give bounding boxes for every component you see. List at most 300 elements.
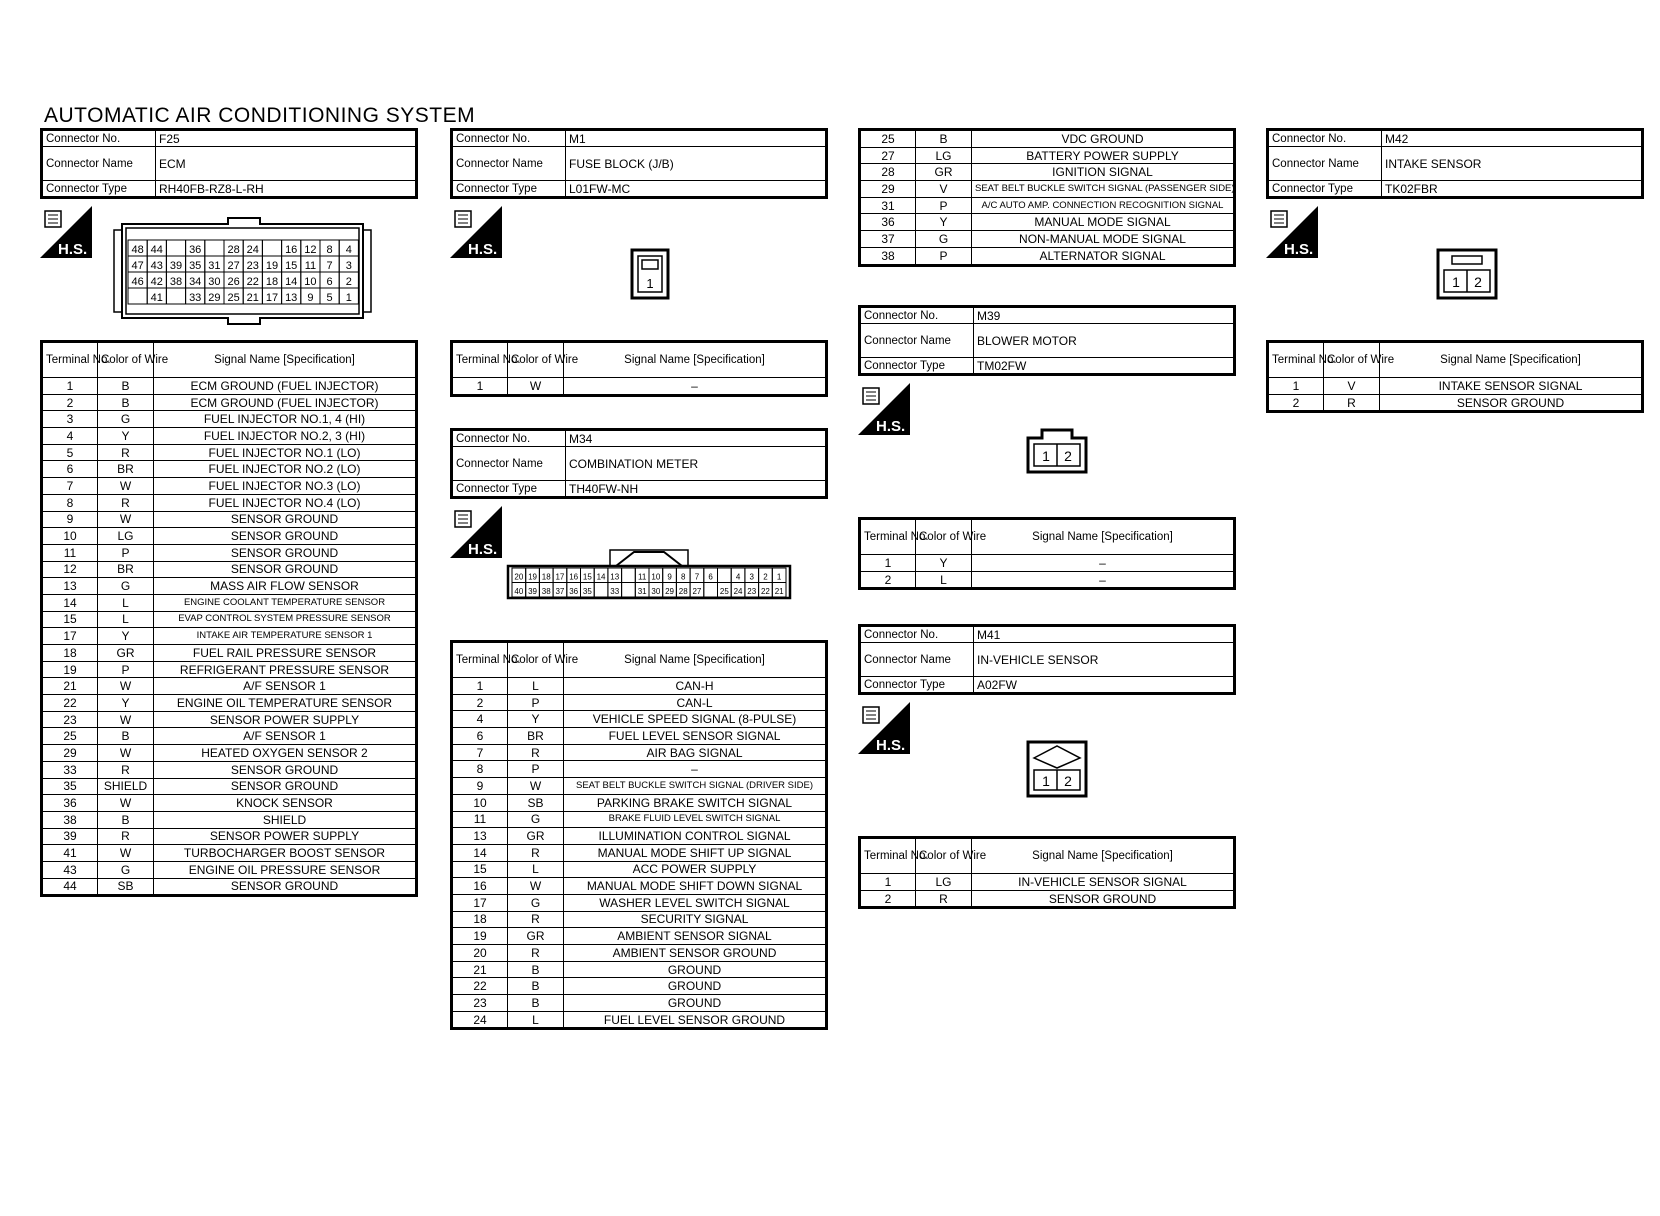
pin-label: 38 [541, 587, 551, 596]
signal-name-cell: MANUAL MODE SIGNAL [972, 214, 1235, 231]
wire-color-cell: SB [508, 794, 564, 811]
hs-label: H.S. [58, 241, 88, 258]
pin-label: 6 [326, 276, 333, 288]
connector-name-label: Connector Name [860, 643, 974, 677]
signal-table-m39 [858, 517, 1236, 590]
pin-label: 13 [610, 572, 620, 582]
terminal-cell: 39 [42, 828, 98, 845]
connector-name-value: FUSE BLOCK (J/B) [566, 147, 827, 181]
color-of-wire-header: Color of Wire [916, 838, 972, 874]
pin-label: 28 [227, 244, 240, 256]
terminal-cell: 2 [1268, 394, 1324, 412]
table-row [42, 878, 417, 896]
signal-name-cell: SENSOR GROUND [972, 890, 1235, 908]
terminal-cell: 12 [42, 561, 98, 578]
wire-color-cell: LG [98, 528, 154, 545]
terminal-cell: 6 [42, 461, 98, 478]
terminal-no-header: Terminal No. [860, 519, 916, 555]
table-row [42, 611, 417, 628]
terminal-cell: 15 [452, 861, 508, 878]
terminal-cell: 1 [452, 378, 508, 396]
wire-color-cell: BR [508, 728, 564, 745]
wire-color-cell: B [508, 978, 564, 995]
signal-name-cell: FUEL INJECTOR NO.2 (LO) [154, 461, 417, 478]
pin-label: 39 [528, 587, 538, 596]
table-row [42, 544, 417, 561]
pin-label: 43 [150, 260, 163, 272]
terminal-cell: 13 [42, 578, 98, 595]
connector-type-label: Connector Type [1268, 181, 1382, 198]
pin-label: 39 [169, 260, 183, 272]
wire-color-cell: P [508, 694, 564, 711]
hs-label: H.S. [468, 241, 498, 258]
terminal-cell: 18 [452, 911, 508, 928]
signal-name-cell: A/C AUTO AMP. CONNECTION RECOGNITION SIGNAL [972, 197, 1235, 214]
terminal-no-header: Terminal No. [452, 642, 508, 678]
table-row [42, 711, 417, 728]
table-row [452, 711, 827, 728]
connector-no-label: Connector No. [452, 130, 566, 147]
table-row [860, 247, 1235, 265]
terminal-no-header: Terminal No. [1268, 342, 1324, 378]
terminal-cell: 33 [42, 761, 98, 778]
wire-color-cell: R [98, 828, 154, 845]
pin-cell [205, 240, 224, 256]
pin-label: 8 [326, 244, 333, 256]
terminal-cell: 2 [42, 394, 98, 411]
pin-label: 38 [169, 276, 183, 288]
table-row [42, 378, 417, 395]
signal-name-cell: MASS AIR FLOW SENSOR [154, 578, 417, 595]
signal-table-f25 [40, 340, 418, 897]
connector-name-value: COMBINATION METER [566, 447, 827, 481]
signal-name-cell: BATTERY POWER SUPPLY [972, 147, 1235, 164]
table-row [452, 694, 827, 711]
wire-color-cell: L [508, 1011, 564, 1029]
signal-name-cell: FUEL INJECTOR NO.3 (LO) [154, 478, 417, 495]
pin-label: 14 [596, 572, 606, 582]
signal-name-cell: GROUND [564, 995, 827, 1012]
signal-name-header: Signal Name [Specification] [972, 519, 1235, 555]
table-row [42, 478, 417, 495]
connector-type-label: Connector Type [860, 358, 974, 375]
pin-label: 9 [667, 572, 672, 582]
table-row [452, 978, 827, 995]
pin-label: 18 [265, 276, 279, 288]
pin-cell [622, 568, 636, 583]
pin-label: 46 [131, 276, 144, 288]
table-row [452, 811, 827, 828]
signal-name-cell: SENSOR GROUND [154, 561, 417, 578]
table-row [42, 761, 417, 778]
pin-label: 41 [150, 292, 163, 304]
terminal-cell: 11 [452, 811, 508, 828]
color-of-wire-header: Color of Wire [508, 642, 564, 678]
wire-color-cell: Y [98, 628, 154, 645]
signal-name-cell: FUEL INJECTOR NO.1, 4 (HI) [154, 411, 417, 428]
wire-color-cell: BR [98, 461, 154, 478]
terminal-cell: 1 [860, 555, 916, 572]
pin-label: 31 [637, 587, 647, 596]
pin-label: 23 [747, 587, 757, 596]
signal-name-cell: SENSOR GROUND [154, 528, 417, 545]
wire-color-cell: Y [98, 428, 154, 445]
terminal-cell: 11 [42, 544, 98, 561]
pin-label: 7 [694, 572, 700, 582]
terminal-cell: 37 [860, 231, 916, 248]
connector-type-label: Connector Type [452, 181, 566, 198]
signal-name-cell: SENSOR GROUND [154, 778, 417, 795]
table-row [42, 428, 417, 445]
table-row [42, 578, 417, 595]
terminal-cell: 36 [860, 214, 916, 231]
pin-label: 34 [189, 276, 202, 288]
wire-color-cell: G [916, 231, 972, 248]
signal-name-cell: EVAP CONTROL SYSTEM PRESSURE SENSOR [154, 611, 417, 628]
terminal-cell: 14 [42, 594, 98, 611]
connector-info-f25 [40, 128, 418, 199]
signal-name-cell: FUEL RAIL PRESSURE SENSOR [154, 645, 417, 662]
wire-color-cell: G [98, 411, 154, 428]
wire-color-cell: LG [916, 874, 972, 891]
terminal-cell: 16 [452, 878, 508, 895]
pin-label: 30 [208, 276, 221, 288]
table-row [1268, 378, 1643, 395]
pin-label: 21 [774, 587, 784, 596]
terminal-cell: 1 [860, 874, 916, 891]
signal-name-cell: SEAT BELT BUCKLE SWITCH SIGNAL (PASSENGER SIDE) [972, 181, 1235, 198]
hs-icon [450, 206, 502, 258]
connector-info-m41 [858, 624, 1236, 695]
pin-label: 31 [208, 260, 221, 272]
terminal-cell: 2 [860, 571, 916, 589]
pin-label: 28 [678, 587, 688, 596]
connector-no-value: M42 [1382, 130, 1643, 147]
signal-name-cell: FUEL LEVEL SENSOR SIGNAL [564, 728, 827, 745]
terminal-cell: 4 [42, 428, 98, 445]
signal-name-cell: WASHER LEVEL SWITCH SIGNAL [564, 894, 827, 911]
terminal-cell: 17 [42, 628, 98, 645]
table-row [42, 444, 417, 461]
table-row [452, 945, 827, 962]
terminal-cell: 21 [42, 678, 98, 695]
pin-label: 8 [681, 572, 686, 582]
terminal-cell: 17 [452, 894, 508, 911]
wire-color-cell: G [508, 811, 564, 828]
table-row [42, 678, 417, 695]
signal-table-m1 [450, 340, 828, 397]
table-row [42, 811, 417, 828]
pin-label: 2 [345, 276, 352, 288]
signal-name-cell: SENSOR POWER SUPPLY [154, 828, 417, 845]
table-row [42, 411, 417, 428]
terminal-cell: 20 [452, 945, 508, 962]
wire-color-cell: B [98, 811, 154, 828]
table-row [452, 828, 827, 845]
pin-label: 6 [708, 572, 713, 582]
table-row [452, 961, 827, 978]
pin-label: 14 [285, 276, 298, 288]
wire-color-cell: R [98, 761, 154, 778]
connector-no-value: M39 [974, 307, 1235, 324]
wire-color-cell: L [916, 571, 972, 589]
terminal-cell: 2 [452, 694, 508, 711]
table-row [452, 378, 827, 396]
pin-label: 4 [345, 244, 352, 256]
wire-color-cell: P [916, 197, 972, 214]
hs-label: H.S. [876, 418, 906, 435]
terminal-cell: 28 [860, 164, 916, 181]
table-row [860, 214, 1235, 231]
connector-type-value: TM02FW [974, 358, 1235, 375]
pin-cell [718, 568, 732, 583]
connector-face-m39 [1026, 428, 1088, 474]
pin-label: 16 [569, 572, 579, 582]
pin-label: 13 [285, 292, 298, 304]
signal-table-m42 [1266, 340, 1644, 413]
pin-label: 18 [541, 572, 551, 582]
signal-name-cell: FUEL INJECTOR NO.1 (LO) [154, 444, 417, 461]
pin-label: 37 [555, 587, 565, 596]
wire-color-cell: W [98, 795, 154, 812]
pin-label: 9 [307, 292, 314, 304]
signal-name-cell: MANUAL MODE SHIFT UP SIGNAL [564, 844, 827, 861]
pin-label: 1 [345, 292, 352, 304]
signal-name-cell: HEATED OXYGEN SENSOR 2 [154, 745, 417, 762]
terminal-cell: 9 [42, 511, 98, 528]
signal-name-cell: – [564, 378, 827, 396]
table-row [1268, 394, 1643, 412]
wire-color-cell: B [98, 728, 154, 745]
wire-color-cell: G [98, 861, 154, 878]
signal-name-cell: FUEL INJECTOR NO.2, 3 (HI) [154, 428, 417, 445]
table-row [42, 494, 417, 511]
signal-name-header: Signal Name [Specification] [564, 642, 827, 678]
wire-color-cell: W [98, 845, 154, 862]
pin-label: 2 [1064, 448, 1072, 464]
wire-color-cell: P [916, 247, 972, 265]
wire-color-cell: B [508, 995, 564, 1012]
signal-name-cell: SECURITY SIGNAL [564, 911, 827, 928]
hs-label: H.S. [876, 737, 906, 754]
connector-no-label: Connector No. [42, 130, 156, 147]
pin-label: 2 [763, 572, 768, 582]
pin-label: 3 [749, 572, 754, 582]
signal-name-cell: FUEL LEVEL SENSOR GROUND [564, 1011, 827, 1029]
wire-color-cell: SB [98, 878, 154, 896]
pin-cell [262, 240, 281, 256]
signal-name-cell: CAN-H [564, 678, 827, 695]
wire-color-cell: R [916, 890, 972, 908]
signal-name-cell: ACC POWER SUPPLY [564, 861, 827, 878]
connector-info-m34 [450, 428, 828, 499]
signal-name-cell: AMBIENT SENSOR GROUND [564, 945, 827, 962]
terminal-cell: 24 [452, 1011, 508, 1029]
connector-name-value: IN-VEHICLE SENSOR [974, 643, 1235, 677]
signal-name-header: Signal Name [Specification] [564, 342, 827, 378]
terminal-cell: 19 [42, 661, 98, 678]
signal-name-cell: INTAKE SENSOR SIGNAL [1380, 378, 1643, 395]
wire-color-cell: P [98, 544, 154, 561]
connector-type-value: TK02FBR [1382, 181, 1643, 198]
pin-cell [594, 583, 608, 598]
connector-name-label: Connector Name [42, 147, 156, 181]
page-title: AUTOMATIC AIR CONDITIONING SYSTEM [44, 104, 476, 127]
signal-name-cell: ENGINE OIL PRESSURE SENSOR [154, 861, 417, 878]
connector-type-label: Connector Type [42, 181, 156, 198]
pin-label: 25 [719, 587, 729, 596]
pin-label: 29 [208, 292, 221, 304]
pin-label: 17 [555, 572, 565, 582]
signal-name-cell: ILLUMINATION CONTROL SIGNAL [564, 828, 827, 845]
table-row [42, 645, 417, 662]
pin-label: 1 [646, 276, 654, 291]
wire-color-cell: W [98, 745, 154, 762]
pin-cell [704, 583, 718, 598]
table-row [452, 878, 827, 895]
signal-name-cell: KNOCK SENSOR [154, 795, 417, 812]
pin-label: 40 [514, 587, 524, 596]
signal-name-cell: FUEL INJECTOR NO.4 (LO) [154, 494, 417, 511]
connector-name-label: Connector Name [1268, 147, 1382, 181]
signal-name-cell: ENGINE OIL TEMPERATURE SENSOR [154, 695, 417, 712]
pin-label: 33 [610, 587, 620, 596]
connector-type-label: Connector Type [860, 677, 974, 694]
connector-type-value: TH40FW-NH [566, 481, 827, 498]
table-row [452, 894, 827, 911]
table-row [452, 844, 827, 861]
table-row [42, 461, 417, 478]
wire-color-cell: GR [508, 828, 564, 845]
wire-color-cell: B [916, 130, 972, 148]
signal-name-header: Signal Name [Specification] [154, 342, 417, 378]
pin-label: 1 [1042, 448, 1050, 464]
table-row [42, 745, 417, 762]
wire-color-cell: Y [98, 695, 154, 712]
wire-color-cell: L [508, 861, 564, 878]
connector-info-m39 [858, 305, 1236, 376]
color-of-wire-header: Color of Wire [98, 342, 154, 378]
pin-label: 3 [345, 260, 352, 272]
connector-face-m34 [506, 548, 792, 600]
signal-name-cell: MANUAL MODE SHIFT DOWN SIGNAL [564, 878, 827, 895]
hs-icon [450, 506, 502, 558]
pin-label: 27 [692, 587, 702, 596]
connector-info-m1 [450, 128, 828, 199]
pin-label: 2 [1064, 773, 1072, 789]
hs-icon [40, 206, 92, 258]
pin-label: 44 [150, 244, 163, 256]
hs-label: H.S. [468, 541, 498, 558]
pin-label: 29 [665, 587, 675, 596]
table-row [452, 728, 827, 745]
table-row [42, 394, 417, 411]
wire-color-cell: R [98, 494, 154, 511]
wire-color-cell: Y [916, 555, 972, 572]
signal-name-cell: IN-VEHICLE SENSOR SIGNAL [972, 874, 1235, 891]
terminal-cell: 14 [452, 844, 508, 861]
terminal-cell: 18 [42, 645, 98, 662]
signal-name-cell: A/F SENSOR 1 [154, 678, 417, 695]
terminal-no-header: Terminal No. [452, 342, 508, 378]
color-of-wire-header: Color of Wire [1324, 342, 1380, 378]
signal-name-cell: SEAT BELT BUCKLE SWITCH SIGNAL (DRIVER SIDE) [564, 778, 827, 795]
table-row [42, 728, 417, 745]
table-row [452, 995, 827, 1012]
table-row [42, 828, 417, 845]
terminal-cell: 1 [452, 678, 508, 695]
terminal-cell: 23 [42, 711, 98, 728]
connector-face-m41 [1026, 740, 1088, 798]
signal-name-cell: ENGINE COOLANT TEMPERATURE SENSOR [154, 594, 417, 611]
wire-color-cell: W [508, 878, 564, 895]
signal-table-m41 [858, 836, 1236, 909]
table-row [42, 511, 417, 528]
pin-label: 21 [246, 292, 259, 304]
pin-label: 35 [582, 587, 592, 596]
pin-label: 25 [227, 292, 240, 304]
connector-name-label: Connector Name [452, 447, 566, 481]
terminal-cell: 1 [1268, 378, 1324, 395]
wire-color-cell: W [98, 711, 154, 728]
terminal-cell: 29 [42, 745, 98, 762]
wire-color-cell: R [508, 911, 564, 928]
terminal-cell: 8 [42, 494, 98, 511]
wire-color-cell: L [508, 678, 564, 695]
terminal-cell: 44 [42, 878, 98, 896]
table-row [860, 874, 1235, 891]
signal-name-cell: AMBIENT SENSOR SIGNAL [564, 928, 827, 945]
table-row [452, 861, 827, 878]
pin-label: 11 [304, 260, 317, 272]
table-row [860, 571, 1235, 589]
signal-name-cell: SENSOR GROUND [154, 878, 417, 896]
connector-no-label: Connector No. [860, 626, 974, 643]
pin-label: 22 [760, 587, 770, 596]
connector-name-value: BLOWER MOTOR [974, 324, 1235, 358]
signal-name-cell: VDC GROUND [972, 130, 1235, 148]
wire-color-cell: L [98, 611, 154, 628]
table-row [452, 911, 827, 928]
hs-icon [858, 702, 910, 754]
wire-color-cell: B [98, 394, 154, 411]
table-row [452, 761, 827, 778]
pin-label: 4 [735, 572, 741, 582]
pin-label: 1 [776, 572, 782, 582]
pin-label: 2 [1474, 274, 1482, 290]
connector-type-label: Connector Type [452, 481, 566, 498]
table-row [452, 678, 827, 695]
signal-name-cell: ECM GROUND (FUEL INJECTOR) [154, 394, 417, 411]
table-row [860, 197, 1235, 214]
table-row [860, 164, 1235, 181]
pin-label: 1 [1042, 773, 1050, 789]
connector-name-value: ECM [156, 147, 417, 181]
table-row [452, 1011, 827, 1029]
signal-name-cell: SHIELD [154, 811, 417, 828]
pin-label: 23 [246, 260, 259, 272]
wire-color-cell: R [508, 844, 564, 861]
table-row [42, 594, 417, 611]
pin-label: 12 [304, 244, 317, 256]
signal-name-cell: INTAKE AIR TEMPERATURE SENSOR 1 [154, 628, 417, 645]
pin-label: 42 [150, 276, 163, 288]
connector-face-m1 [630, 248, 670, 300]
wire-color-cell: W [98, 511, 154, 528]
connector-no-value: M34 [566, 430, 827, 447]
connector-no-value: M1 [566, 130, 827, 147]
terminal-no-header: Terminal No. [860, 838, 916, 874]
